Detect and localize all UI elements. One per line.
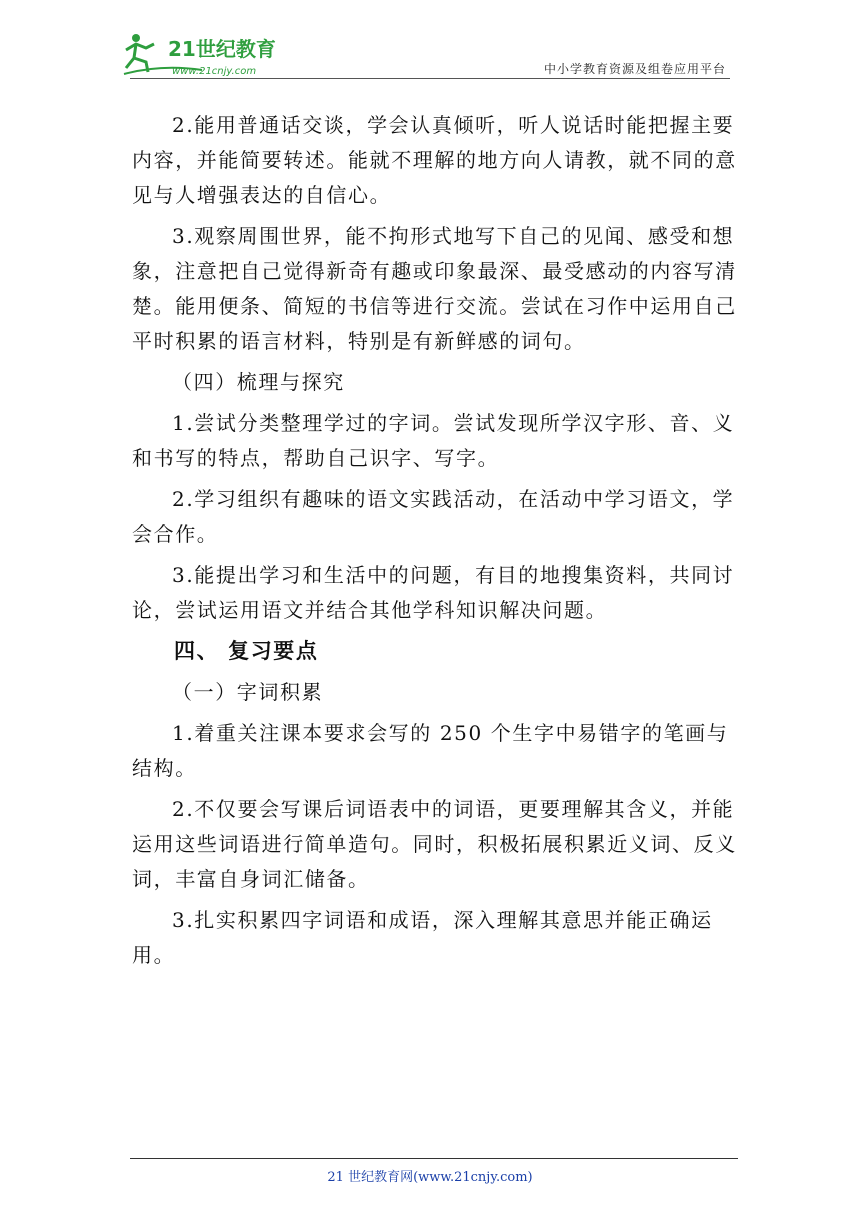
logo-url: www.21cnjy.com	[172, 66, 257, 77]
footer-divider	[130, 1158, 738, 1159]
logo-text: 21世纪教育	[168, 37, 276, 61]
paragraph: 3.扎实积累四字词语和成语，深入理解其意思并能正确运用。	[132, 908, 713, 967]
document-body	[132, 108, 742, 979]
paragraph: 1.尝试分类整理学过的字词。尝试发现所学汉字形、音、义和书写的特点，帮助自己识字、写字。	[132, 411, 735, 470]
paragraph: 3.能提出学习和生活中的问题，有目的地搜集资料，共同讨论，尝试运用语文并结合其他学科知识解决问题。	[132, 563, 735, 622]
subheading: （四）梳理与探究	[172, 370, 345, 394]
paragraph: 2.学习组织有趣味的语文实践活动，在活动中学习语文，学会合作。	[132, 487, 735, 546]
section-heading: 四、 复习要点	[174, 639, 319, 663]
paragraph: 3.观察周围世界，能不拘形式地写下自己的见闻、感受和想象，注意把自己觉得新奇有趣或印象最深、最受感动的内容写清楚。能用便条、简短的书信等进行交流。尝试在习作中运用自己平时积累的语言材料，特别是有新鲜感的词句。	[132, 224, 737, 353]
footer-link[interactable]: 21 世纪教育网(www.21cnjy.com)	[327, 1170, 533, 1185]
paragraph: 2.不仅要会写课后词语表中的词语，更要理解其含义，并能运用这些词语进行简单造句。同时，积极拓展积累近义词、反义词，丰富自身词汇储备。	[132, 797, 737, 891]
paragraph: 2.能用普通话交谈，学会认真倾听，听人说话时能把握主要内容，并能简要转述。能就不理解的地方向人请教，就不同的意见与人增强表达的自信心。	[132, 113, 737, 207]
subheading: （一）字词积累	[172, 680, 324, 704]
header-tagline: 中小学教育资源及组卷应用平台	[543, 62, 726, 76]
page-header	[0, 0, 860, 90]
paragraph: 1.着重关注课本要求会写的 250 个生字中易错字的笔画与结构。	[132, 721, 729, 780]
logo-21cnjy	[122, 30, 292, 80]
header-divider	[130, 78, 730, 79]
